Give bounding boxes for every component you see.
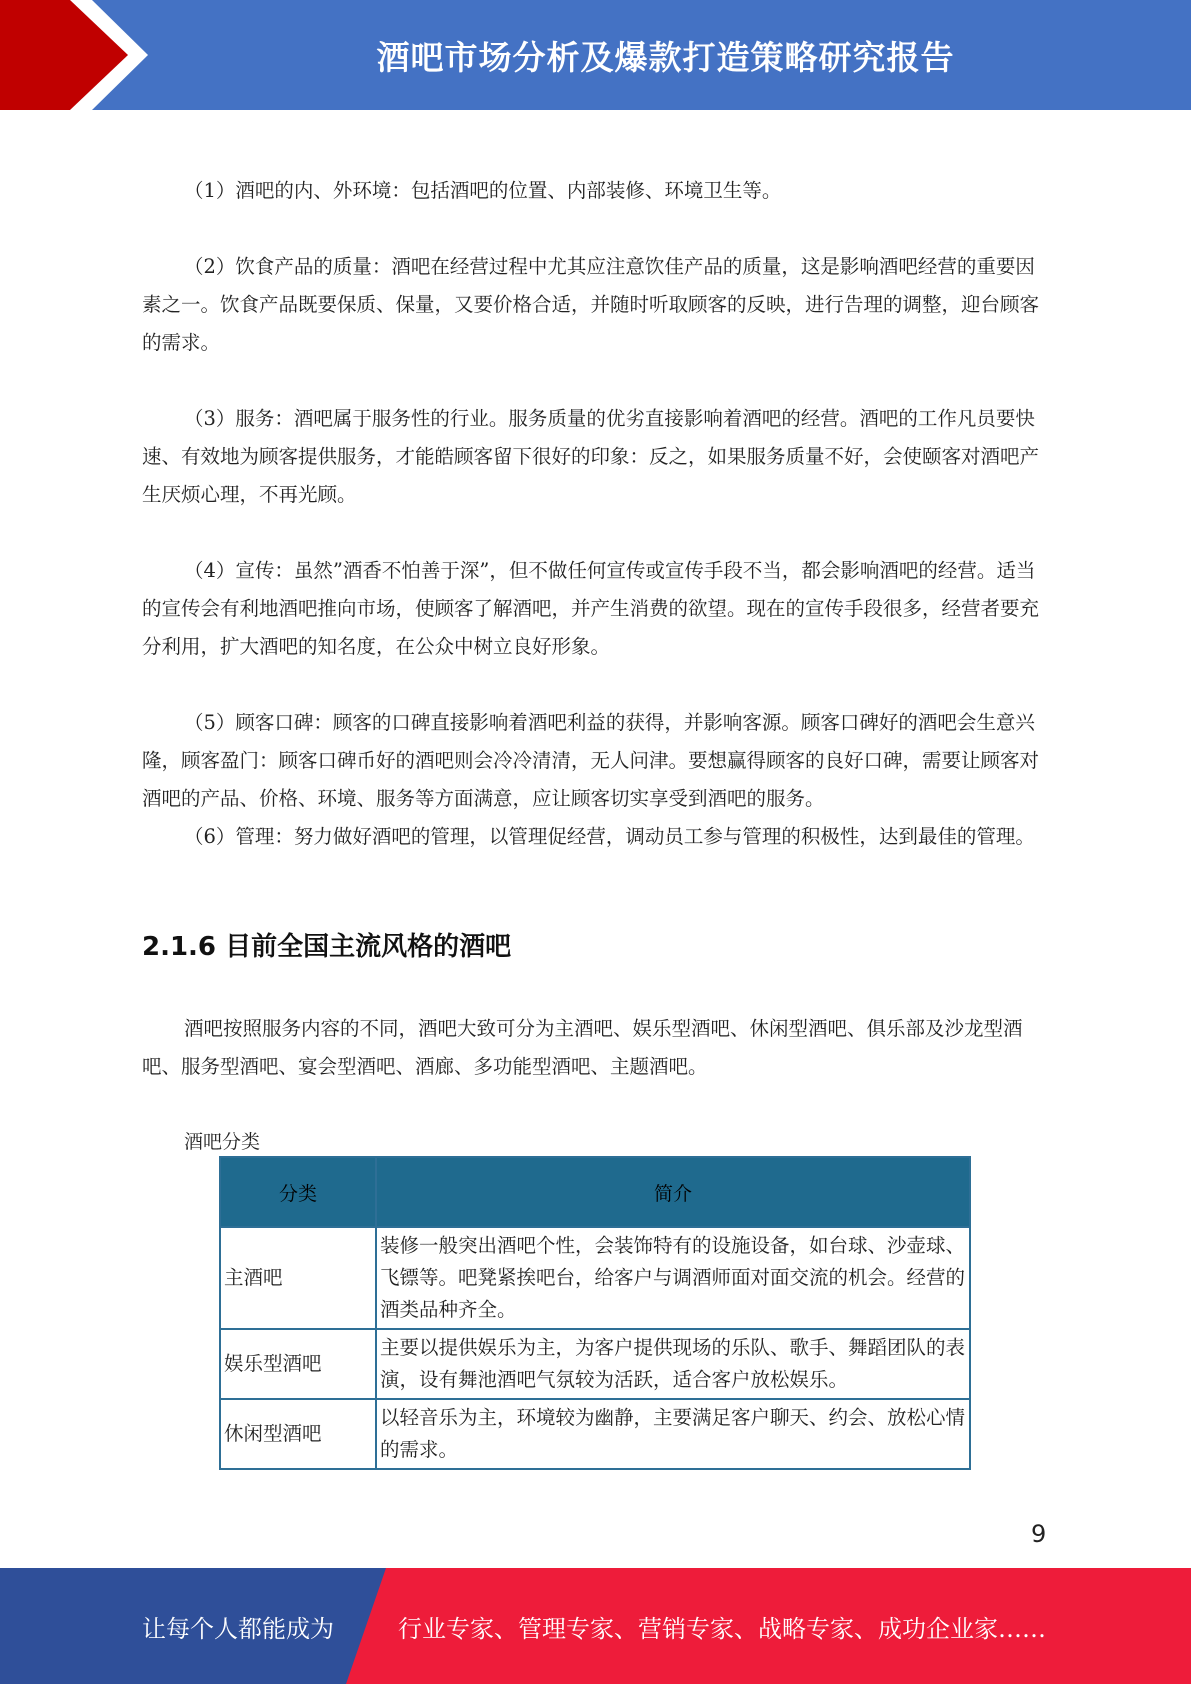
paragraph-promotion: （4）宣传：虽然”酒香不怕善于深”，但不做任何宣传或宣传手段不当，都会影响酒吧的经营。适当的宣传会有利地酒吧推向市场，使顾客了解酒吧，并产生消费的欲望。现在的宣传手段很多，经营者要充分利用，扩大酒吧的知名度，在公众中树立良好形象。 (142, 559, 1040, 658)
paragraph-management: （6）管理：努力做好酒吧的管理，以管理促经营，调动员工参与管理的积极性，达到最佳的管理。 (184, 825, 1035, 848)
paragraph-service: （3）服务：酒吧属于服务性的行业。服务质量的优劣直接影响着酒吧的经营。酒吧的工作凡员要快速、有效地为顾客提供服务，才能皓顾客留下很好的印象：反之，如果服务质量不好，会使颐客对酒吧产生厌烦心理，不再光顾。 (142, 407, 1040, 506)
table-cell-category: 休闲型酒吧 (220, 1399, 376, 1469)
table-cell-category: 娱乐型酒吧 (220, 1329, 376, 1399)
table-row (220, 1329, 970, 1399)
section-intro: 酒吧按照服务内容的不同，酒吧大致可分为主酒吧、娱乐型酒吧、休闲型酒吧、俱乐部及沙龙型酒吧、服务型酒吧、宴会型酒吧、酒廊、多功能型酒吧、主题酒吧。 (142, 1017, 1023, 1078)
bar-classification-table (219, 1156, 971, 1470)
table-header-row (220, 1157, 970, 1227)
report-title: 酒吧市场分析及爆款打造策略研究报告 (376, 37, 955, 77)
table-caption: 酒吧分类 (184, 1131, 261, 1153)
paragraph-food-quality: （2）饮食产品的质量：酒吧在经营过程中尤其应注意饮佳产品的质量，这是影响酒吧经营的重要因素之一。饮食产品既要保质、保量，又要价格合适，并随时听取顾客的反映，进行告理的调整，迎台顾客的需求。 (142, 255, 1040, 354)
table-cell-description: 装修一般突出酒吧个性，会装饰特有的设施设备，如台球、沙壶球、飞镖等。吧凳紧挨吧台，给客户与调酒师面对面交流的机会。经营的酒类品种齐全。 (376, 1227, 970, 1329)
column-header-description: 简介 (376, 1157, 970, 1227)
footer-slogan-left: 让每个人都能成为 (142, 1614, 334, 1643)
table-row (220, 1227, 970, 1329)
table-cell-description: 以轻音乐为主，环境较为幽静，主要满足客户聊天、约会、放松心情的需求。 (376, 1399, 970, 1469)
table-cell-description: 主要以提供娱乐为主，为客户提供现场的乐队、歌手、舞蹈团队的表演，设有舞池酒吧气氛较为活跃，适合客户放松娱乐。 (376, 1329, 970, 1399)
header-banner (0, 0, 1191, 110)
paragraph-reputation: （5）顾客口碑：顾客的口碑直接影响着酒吧利益的获得，并影响客源。顾客口碑好的酒吧会生意兴隆，顾客盈门：顾客口碑币好的酒吧则会冷冷清清，无人问津。要想赢得顾客的良好口碑，需要让顾客对酒吧的产品、价格、环境、服务等方面满意，应让顾客切实享受到酒吧的服务。 (142, 711, 1040, 810)
footer-slogan-right: 行业专家、管理专家、营销专家、战略专家、成功企业家…… (398, 1614, 1046, 1643)
paragraph-environment: （1）酒吧的内、外环境：包括酒吧的位置、内部装修、环境卫生等。 (184, 179, 782, 202)
footer-banner (0, 1568, 1191, 1684)
page-number: 9 (1031, 1520, 1047, 1548)
column-header-category: 分类 (220, 1157, 376, 1227)
table-row (220, 1399, 970, 1469)
section-heading: 2.1.6 目前全国主流风格的酒吧 (142, 932, 512, 962)
table-cell-category: 主酒吧 (220, 1227, 376, 1329)
